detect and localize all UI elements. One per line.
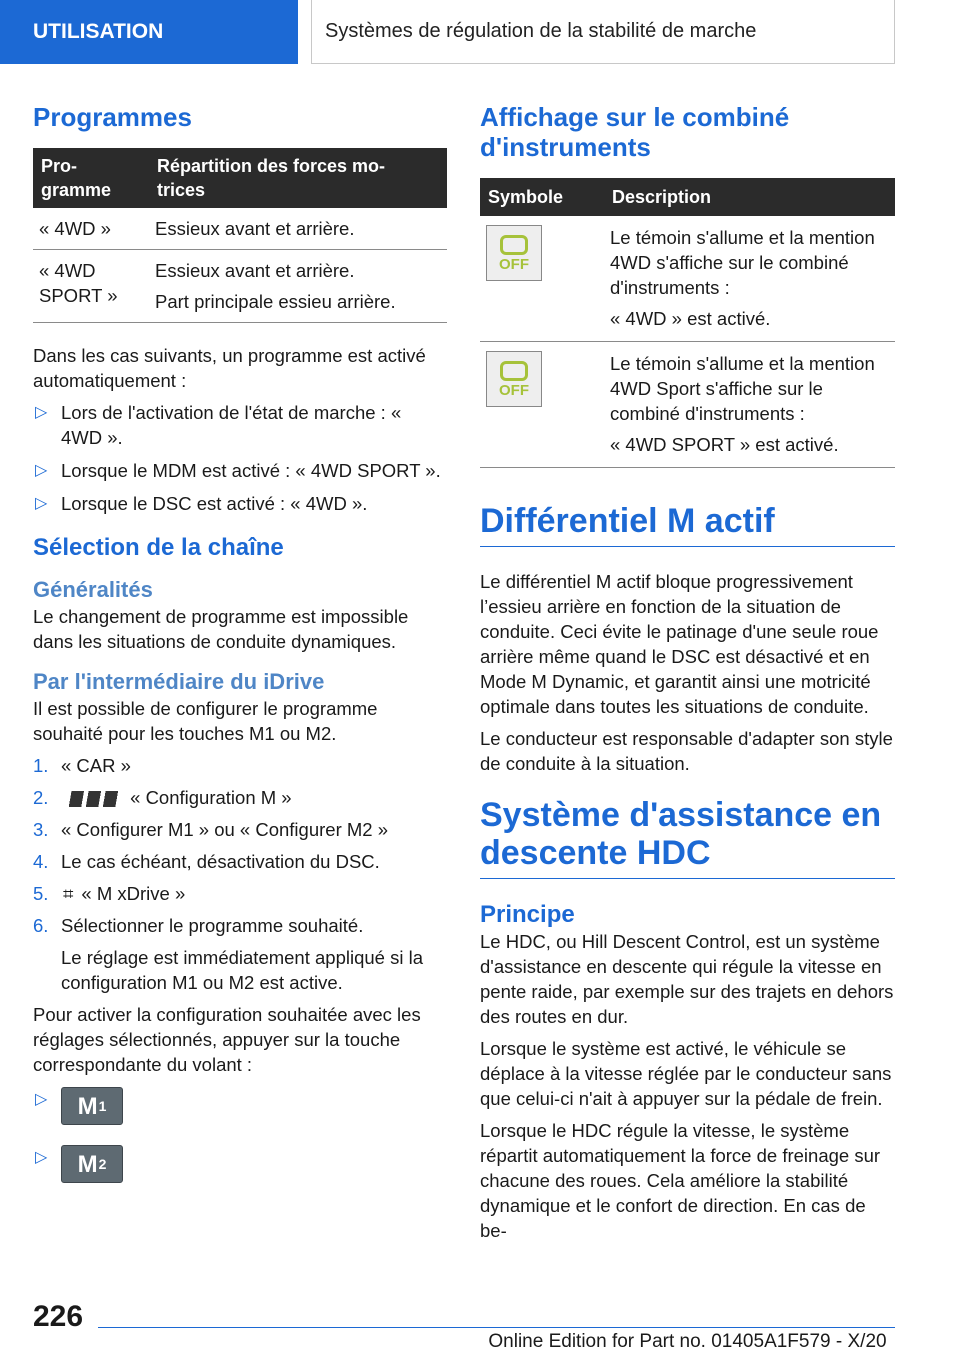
auto-list [33, 400, 447, 516]
chapter-title: Systèmes de régulation de la stabilité de marche [325, 20, 757, 42]
table-row [480, 342, 895, 468]
hdc-heading: Système d'assistance en descente HDC [480, 796, 895, 879]
table-header-row [33, 148, 447, 208]
4wd-off-icon: OFF [486, 225, 542, 281]
cell-programme: « 4WD SPORT » [33, 250, 149, 323]
cell-text: « 4WD » est activé. [610, 308, 771, 329]
cell-text: Essieux avant et arrière. [155, 218, 355, 239]
step-item: 1. « CAR » [33, 755, 131, 776]
triangle-bullet-icon: ▷ [35, 462, 48, 479]
col-header-description: Description [604, 178, 895, 216]
cell-repartition [149, 208, 447, 250]
steps-list [33, 753, 447, 995]
cell-repartition [149, 250, 447, 323]
table-row [480, 216, 895, 342]
triangle-bullet-icon: ▷ [35, 495, 48, 512]
hdc-paragraph-1: Le HDC, ou Hill Descent Control, est un système d'assistance en descente qui régule la vitesse en pente raide, par exemple sur des trajets en dehors des routes en dur. [480, 931, 894, 1027]
list-item: ▷ Lorsque le MDM est activé : « 4WD SPORT ». [35, 460, 441, 481]
car-icon [500, 235, 528, 255]
step-item: 6. Sélectionner le programme souhaité. Le réglage est immédiatement appliqué si la configuration M1 ou M2 est active. [33, 913, 447, 995]
display-heading: Affichage sur le combiné d'instruments [480, 102, 790, 162]
cell-text: Le témoin s'allume et la mention 4WD s'affiche sur le combiné d'instruments : [610, 227, 875, 298]
footer-edition: Online Edition for Part no. 01405A1F579 - X/20 [488, 1331, 887, 1352]
hdc-paragraph-3: Lorsque le HDC régule la vitesse, le système répartit automatiquement la force de freinage sur chacune des roues. Cela améliore la stabilité dynamique et le confort de direction. En cas de be- [480, 1120, 881, 1241]
cell-text: Le témoin s'allume et la mention 4WD Sport s'affiche sur le combiné d'instruments : [610, 353, 875, 424]
hdc-paragraph-2: Lorsque le système est activé, le véhicule se déplace à la vitesse réglée par le conducteur sans que celui-ci n'ait à appuyer sur la pédale de frein. [480, 1038, 892, 1109]
footer-divider [98, 1327, 895, 1328]
cell-text: Part principale essieu arrière. [155, 291, 396, 312]
m-stripes-icon [67, 791, 121, 807]
col-header-repartition: Répartition des forces mo- trices [149, 148, 447, 208]
idrive-heading: Par l'intermédiaire du iDrive [33, 669, 325, 694]
symbols-table [480, 178, 895, 468]
selection-heading: Sélection de la chaîne [33, 534, 284, 561]
4wd-off-icon: OFF [486, 351, 542, 407]
list-item: ▷ Lors de l'activation de l'état de marche : « 4WD ». [35, 402, 402, 448]
table-row [33, 250, 447, 323]
col-header-programme: Pro- gramme [33, 148, 149, 208]
list-item: ▷ Lorsque le DSC est activé : « 4WD ». [35, 493, 368, 514]
m-buttons-list [33, 1087, 447, 1193]
cell-text: « 4WD SPORT » est activé. [610, 434, 839, 455]
right-column [480, 100, 895, 1250]
triangle-bullet-icon: ▷ [35, 1091, 48, 1108]
table-header-row [480, 178, 895, 216]
drivetrain-icon: ⌗ [63, 883, 74, 904]
step-item: 3. « Configurer M1 » ou « Configurer M2 » [33, 819, 389, 840]
programmes-heading: Programmes [33, 102, 192, 132]
m2-button-icon: M 2 [61, 1145, 123, 1183]
step-note: Le réglage est immédiatement appliqué si la configuration M1 ou M2 est active. [61, 947, 423, 993]
step-item: 2. « Configuration M » [33, 787, 292, 808]
section-tab [0, 0, 298, 64]
principe-heading: Principe [480, 901, 575, 928]
left-column [33, 100, 447, 1203]
diff-paragraph-1: Le différentiel M actif bloque progressivement l’essieu arrière en fonction de la situation de conduite. Ceci évite le patinage d'une seule roue arrière même quand le DSC est désactivé et en Mode M Dynamic, et garantit ainsi une motricité optimale dans toutes les situations de conduite. [480, 571, 879, 717]
m1-button-icon: M 1 [61, 1087, 123, 1125]
triangle-bullet-icon: ▷ [35, 1149, 48, 1166]
step-item: 4. Le cas échéant, désactivation du DSC. [33, 851, 380, 872]
diff-paragraph-2: Le conducteur est responsable d'adapter son style de conduite à la situation. [480, 728, 893, 774]
chapter-bar [311, 0, 895, 64]
generalites-heading: Généralités [33, 577, 153, 602]
cell-symbol [480, 342, 604, 468]
programmes-table [33, 148, 447, 323]
section-title: UTILISATION [33, 20, 164, 43]
idrive-text: Il est possible de configurer le programme souhaité pour les touches M1 ou M2. [33, 698, 378, 744]
page-number: 226 [33, 1300, 84, 1333]
cell-description [604, 216, 895, 342]
cell-description [604, 342, 895, 468]
list-item [33, 1145, 447, 1193]
triangle-bullet-icon: ▷ [35, 404, 48, 421]
generalites-text: Le changement de programme est impossible dans les situations de conduite dynamiques. [33, 606, 409, 652]
cell-text: Essieux avant et arrière. [155, 260, 355, 281]
cell-programme: « 4WD » [33, 208, 149, 250]
table-row [33, 208, 447, 250]
cell-symbol [480, 216, 604, 342]
activate-text: Pour activer la configuration souhaitée avec les réglages sélectionnés, appuyer sur la touche correspondante du volant : [33, 1004, 421, 1075]
diff-heading: Différentiel M actif [480, 502, 895, 547]
auto-intro: Dans les cas suivants, un programme est activé automatiquement : [33, 345, 426, 391]
car-icon [500, 361, 528, 381]
list-item [33, 1087, 447, 1135]
step-item: 5. ⌗ « M xDrive » [33, 883, 186, 904]
col-header-symbole: Symbole [480, 178, 604, 216]
